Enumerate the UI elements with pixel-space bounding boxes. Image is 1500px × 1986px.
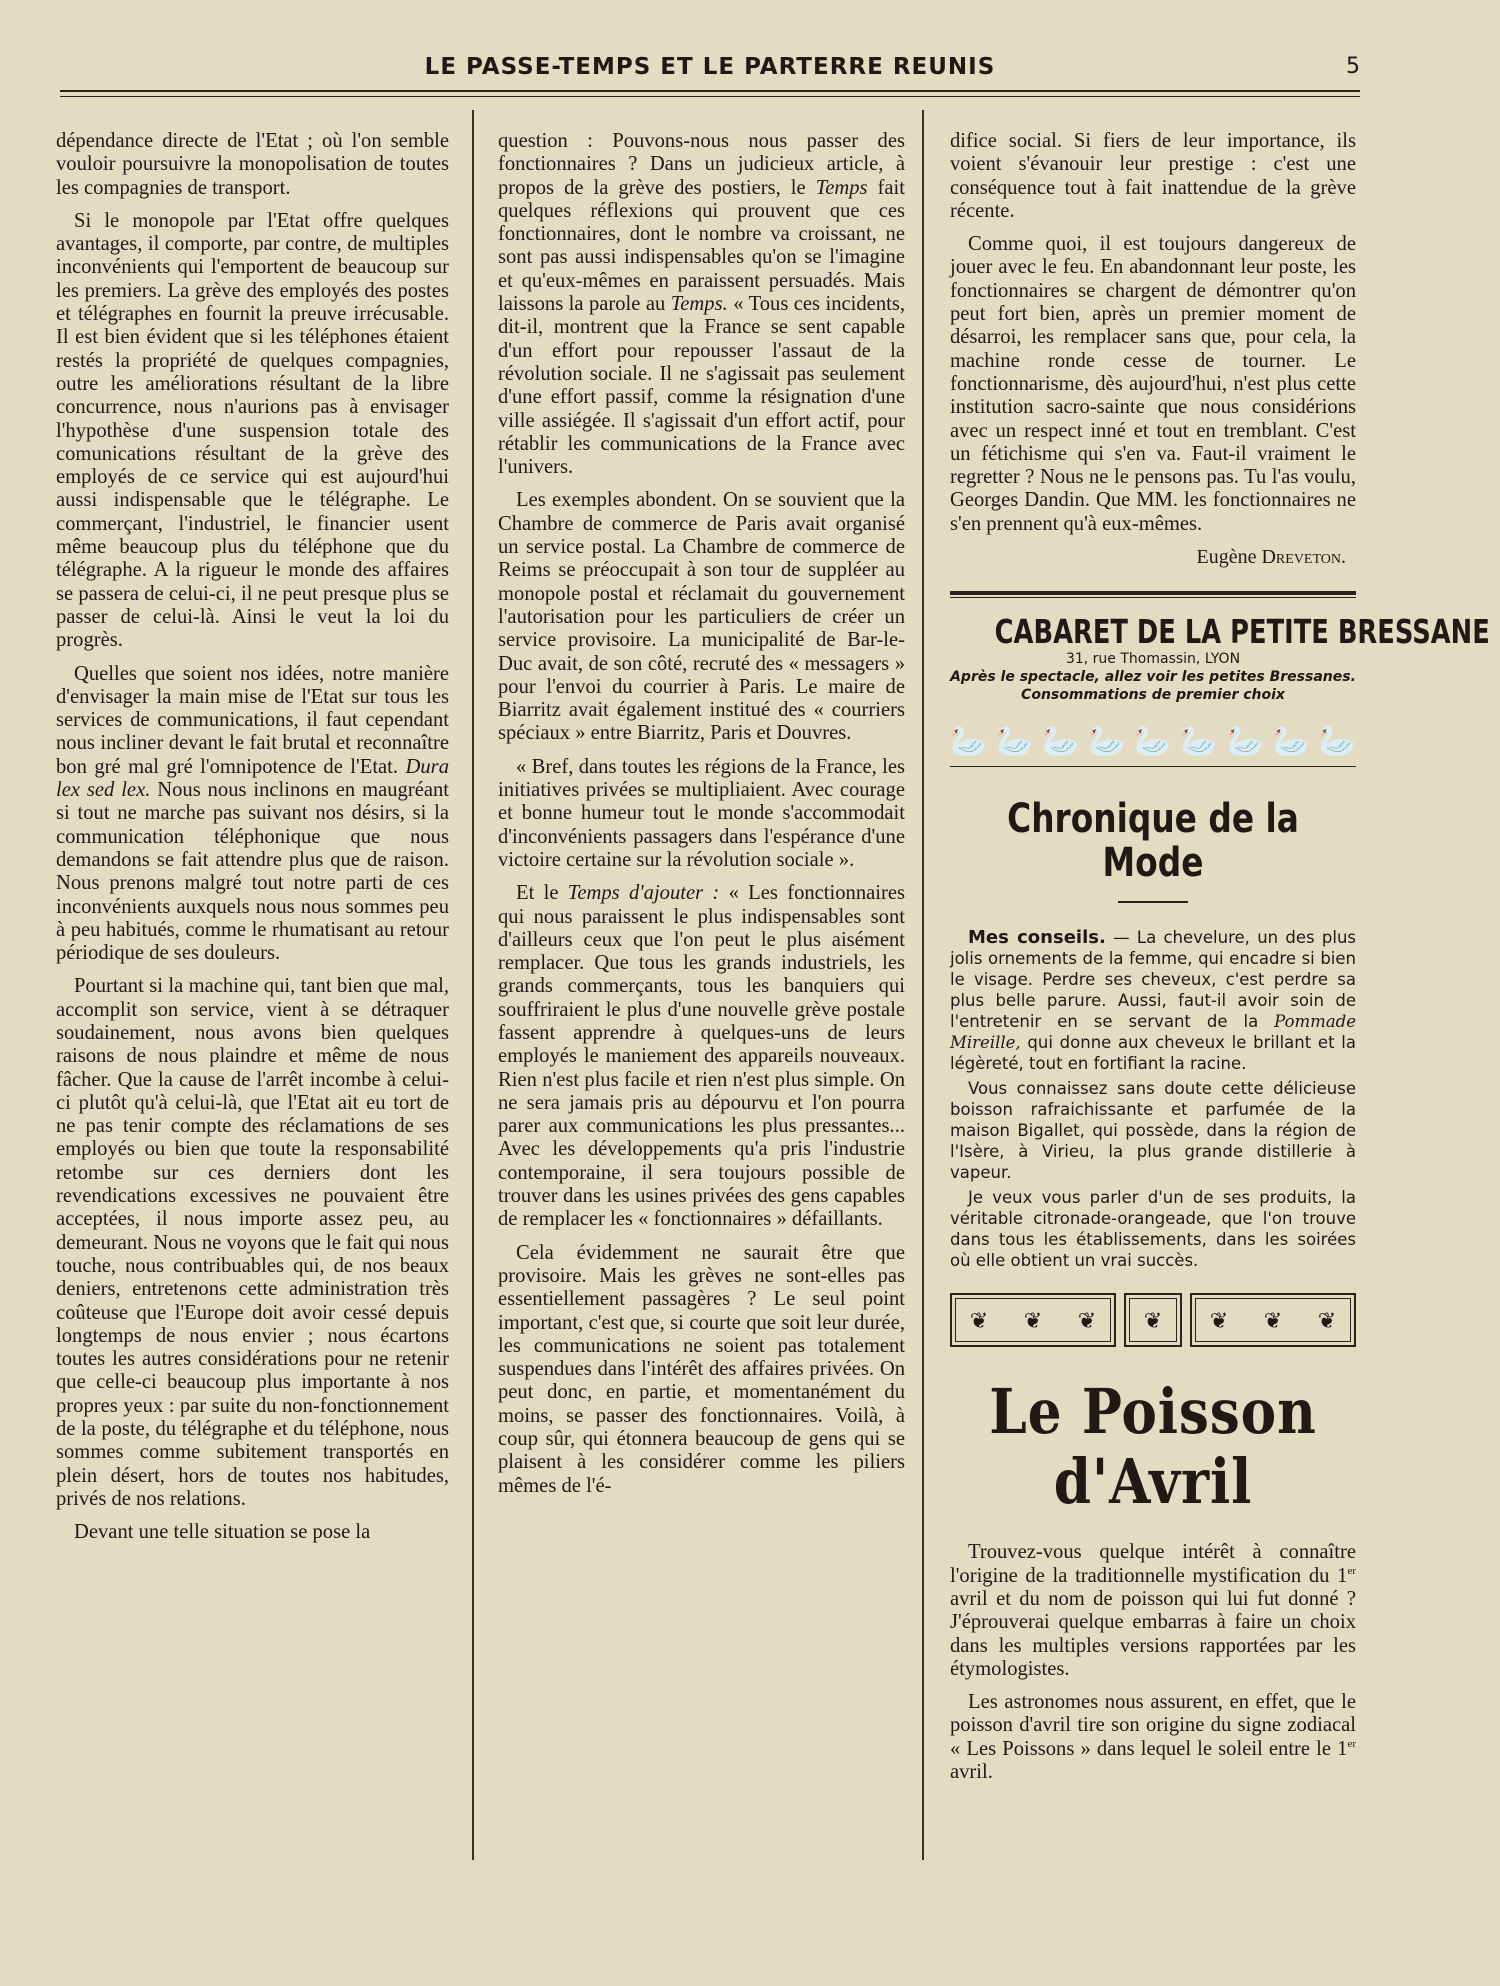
swan-ornament-icon: 🦢 bbox=[1180, 725, 1218, 759]
text-run: Quelles que soient nos idées, notre manière d'envisager la main mise de l'Etat sur tous les services de communications, il faut cependant nous incliner devant le fait brutal et reconnaître bon gré mal gré l'omnipotence de l'Etat. bbox=[56, 662, 449, 778]
paragraph bbox=[498, 130, 905, 479]
text-run: Nous nous inclinons en maugréant si tout ne marche pas suivant nos désirs, si la communication téléphonique que nous demandons se fait attendre plus que de raison. Nous prenons malgré tout notre parti de ces inconvénients auxquels nous nous sommes peu à peu habitués, comme le rhumatisant au retour périodique de ses douleurs. bbox=[56, 779, 450, 965]
latin-quote: Dura lex sed lex. bbox=[56, 755, 449, 802]
lead-in: Mes conseils. bbox=[968, 927, 1106, 949]
paragraph: Comme quoi, il est toujours dangereux de jouer avec le feu. En abandonnant leur poste, les fonctionnaires se chargent de démontrer qu'on peut fort bien, après un premier moment de désarroi, les remplacer sans que, pour cela, la machine ronde cesse de tourner. Le fonctionnarisme, dès aujourd'hui, n'est plus cette institution sacro-sainte que nous considérions avec un respect inné et tout en tremblant. C'est un fétichisme qui s'en va. Faut-il vraiment le regretter ? Nous ne le pensons pas. Tu l'as voulu, Georges Dandin. Que MM. les fonctionnaires ne s'en prennent qu'à eux-mêmes. bbox=[950, 233, 1356, 535]
newspaper-name: Temps. bbox=[670, 293, 728, 316]
paragraph bbox=[950, 1541, 1356, 1681]
decorative-frame bbox=[950, 1293, 1356, 1347]
paragraph: « Bref, dans toutes les régions de la France, les initiatives privées se multipliaient. Avec courage et bonne humeur tout le monde s'accommodait d'inconvénients passagers dans l'espérance d'une victoire certaine sur la révolution sociale ». bbox=[498, 755, 905, 871]
fleuron-icon: ❦ bbox=[1077, 1307, 1097, 1333]
ad-slogan: Consommations de premier choix bbox=[1021, 687, 1285, 704]
fleuron-icon: ❦ bbox=[1143, 1307, 1163, 1333]
fleuron-icon: ❦ bbox=[1317, 1307, 1337, 1333]
swan-ornament-icon: 🦢 bbox=[996, 725, 1034, 759]
frame-panel bbox=[950, 1293, 1116, 1347]
poisson-section-title: Le Poisson d'Avril bbox=[989, 1375, 1317, 1519]
running-head bbox=[60, 46, 1360, 86]
ad-rule bbox=[950, 597, 1356, 598]
author-last-name: Dreveton. bbox=[1261, 546, 1346, 569]
article-column-1 bbox=[56, 130, 449, 1555]
ornament-rule bbox=[950, 766, 1356, 767]
ad-rule bbox=[950, 591, 1356, 595]
text-run: Et le bbox=[516, 882, 568, 905]
text-run: Trouvez-vous quelque intérêt à connaître l'origine de la traditionnelle mystification du 1 bbox=[950, 1541, 1356, 1587]
text-run: fait quelques réflexions qui prouvent que ces fonctionnaires, dont le nombre va croissant, ne sont pas aussi indispensables qu'on se l'imagine et qu'eux-mêmes en paraissent persuadés. Mais laissons la parole au bbox=[498, 176, 905, 316]
text-run: — La chevelure, un des plus jolis ornements de la femme, qui encadre si bien le visage. Perdre ses cheveux, c'est perdre sa plus belle parure. Aussi, faut-il avoir soin de l'entretenir en se servant de la bbox=[950, 928, 1357, 1032]
text-run: question : Pouvons-nous nous passer des fonctionnaires ? Dans un judicieux article, à propos de la grève des postiers, le bbox=[498, 130, 905, 199]
frame-panel bbox=[1124, 1293, 1182, 1347]
ordinal-suffix: er bbox=[1347, 1564, 1356, 1577]
paragraph: Vous connaissez sans doute cette délicieuse boisson rafraichissante et parfumée de la maison Bigallet, qui possède, dans la région de l'Isère, à Virieu, la plus grande distillerie à vapeur. bbox=[950, 1079, 1356, 1183]
paragraph bbox=[950, 1691, 1356, 1784]
text-run: « Tous ces incidents, dit-il, montrent que la France se sent capable d'un effort pour repousser l'assaut de la révolution sociale. Il ne s'agissait pas seulement d'une effort passif, comme la résignation d'une ville assiégée. Il s'agissait d'un effort actif, pour rétablir les communications de la France avec l'univers. bbox=[498, 293, 905, 479]
frame-panel bbox=[1190, 1293, 1356, 1347]
paragraph: Cela évidemment ne saurait être que provisoire. Mais les grèves ne sont-elles pas essentiellement passagères ? Le seul point important, c'est que, si courte que soit leur durée, les communications ne soient pas totalement suspendues dans l'intérêt des affaires privées. On peut donc, en partie, et momentanément du moins, se passer des fonctionnaires. Voilà, à coup sûr, qui étonnera beaucoup de gens qui se plaisent à les considérer comme les piliers mêmes de l'é- bbox=[498, 1241, 905, 1497]
advertisement-cabaret bbox=[950, 591, 1490, 704]
header-rule bbox=[60, 90, 1360, 92]
article-column-3 bbox=[950, 130, 1490, 1794]
paragraph bbox=[498, 882, 905, 1231]
ad-title: CABARET DE LA PETITE BRESSANE bbox=[994, 612, 1490, 652]
text-run: Les astronomes nous assurent, en effet, que le poisson d'avril tire son origine du signe zodiacal « Les Poissons » dans lequel le soleil entre le 1 bbox=[950, 1691, 1356, 1760]
fashion-column-text bbox=[950, 927, 1356, 1271]
paragraph: Pourtant si la machine qui, tant bien que mal, accomplit son service, vient à se détraquer soudainement, nous avons bien quelques raisons de nous plaindre et même de nous fâcher. Que la cause de l'arrêt incombe à celui-ci plutôt qu'à celui-là, que l'Etat ait eu tort de ne pas tenir compte des réclamations de ses employés ou bien que toute la responsabilité retombe sur ces derniers dont les revendications excessives ne pouvaient être acceptées, il nous importe assez peu, au demeurant. Nous ne voyons que le fait qui nous touche, nous contribuables qui, de nos beaux deniers, entretenons cette administration très coûteuse que l'Europe doit avoir cessé depuis longtemps de nous envier ; nous écartons toutes les autres considérations pour ne retenir que celle-ci beaucoup plus importante à nos propres yeux : par suite du non-fonctionnement de la poste, du télégraphe et du téléphone, nous sommes comme subitement transportés en plein désert, hors de toutes nos habitudes, privés de nos relations. bbox=[56, 975, 449, 1510]
text-run: avril. bbox=[950, 1761, 993, 1784]
text-run: qui donne aux cheveux le brillant et la légèreté, tout en fortifiant la racine. bbox=[950, 1033, 1356, 1074]
fleuron-icon: ❦ bbox=[969, 1307, 989, 1333]
ad-slogan: Après le spectacle, allez voir les petites Bressanes. bbox=[950, 669, 1356, 686]
newspaper-name: Temps d'ajouter : bbox=[567, 882, 720, 905]
newspaper-name: Temps bbox=[815, 176, 868, 199]
paragraph: Je veux vous parler d'un de ses produits, la véritable citronade-orangeade, que l'on trouve dans tous les établissements, dans les soirées où elle obtient un vrai succès. bbox=[950, 1188, 1356, 1271]
paragraph: difice social. Si fiers de leur importance, ils voient s'évanouir leur prestige : c'est une conséquence tout à fait inattendue de la grève récente. bbox=[950, 130, 1356, 222]
fleuron-icon: ❦ bbox=[1023, 1307, 1043, 1333]
text-run: avril et du nom de poisson qui lui fut donné ? J'éprouverai quelque embarras à faire un choix dans les multiples versions rapportées par les étymologistes. bbox=[950, 1587, 1356, 1680]
fleuron-icon: ❦ bbox=[1209, 1307, 1229, 1333]
product-name: Pommade Mireille, bbox=[950, 1012, 1356, 1053]
publication-title: LE PASSE-TEMPS ET LE PARTERRE REUNIS bbox=[424, 54, 996, 80]
page-number: 5 bbox=[1346, 54, 1360, 79]
text-run: « Les fonctionnaires qui nous paraissent le plus indispensables sont d'ailleurs ceux que l'on peut le plus aisément remplacer. Que tous les grands industriels, les grands commerçants, tous les banquiers qui souffriraient le plus d'une nouvelle grève postale fassent apprendre à quelques-uns de leurs employés le maniement des appareils nouveaux. Rien n'est plus facile et rien n'est plus simple. On ne sera jamais pris au dépourvu et l'on pourra parer aux communications les plus pressantes... Avec les développements qu'a pris l'industrie contemporaine, il sera toujours possible de trouver dans les usines privées des gens capables de remplacer les « fonctionnaires » défaillants. bbox=[498, 882, 906, 1231]
paragraph: Devant une telle situation se pose la bbox=[74, 1521, 371, 1544]
swan-ornament-icon: 🦢 bbox=[1042, 725, 1080, 759]
swan-ornament-icon: 🦢 bbox=[1318, 725, 1356, 759]
swan-ornament-row bbox=[950, 724, 1356, 760]
swan-ornament-icon: 🦢 bbox=[1272, 725, 1310, 759]
swan-ornament-icon: 🦢 bbox=[1134, 725, 1172, 759]
ordinal-suffix: er bbox=[1347, 1737, 1356, 1750]
poisson-article-text bbox=[950, 1541, 1356, 1784]
paragraph: Si le monopole par l'Etat offre quelques avantages, il comporte, par contre, de multiples inconvénients qui l'emportent de beaucoup sur les premiers. La grève des employés des postes et télégraphes en fournit la preuve irrécusable. Il est bien évident que si les téléphones étaient restés la propriété de quelques compagnies, outre les améliorations résultant de la libre concurrence, nous n'aurions pas à envisager l'hypothèse d'une suspension totale des comunications résultant de la grève des employés de ce service qui est aujourd'hui aussi indispensable que le télégraphe. Le commerçant, l'industriel, le financier usent même beaucoup plus du téléphone que du télégraphe. A la rigueur le monde des affaires se passera de celui-ci, il ne peut presque plus se passer de celui-là. Ainsi le veut la loi du progrès. bbox=[56, 209, 449, 652]
fleuron-icon: ❦ bbox=[1263, 1307, 1283, 1333]
article-column-2 bbox=[498, 130, 905, 1508]
paragraph bbox=[56, 663, 449, 966]
column-divider bbox=[472, 110, 474, 1860]
fashion-section-title: Chronique de la Mode bbox=[1007, 796, 1299, 887]
author-signature bbox=[950, 546, 1346, 569]
swan-ornament-icon: 🦢 bbox=[1088, 725, 1126, 759]
paragraph bbox=[950, 927, 1356, 1074]
header-rule-thin bbox=[60, 96, 1360, 97]
paragraph: dépendance directe de l'Etat ; où l'on semble vouloir poursuivre la monopolisation de toutes les compagnies de transport. bbox=[56, 130, 449, 199]
swan-ornament-icon: 🦢 bbox=[950, 725, 988, 759]
title-rule bbox=[1118, 901, 1188, 903]
column-divider bbox=[922, 110, 924, 1860]
swan-ornament-icon: 🦢 bbox=[1226, 725, 1264, 759]
paragraph: Les exemples abondent. On se souvient que la Chambre de commerce de Paris avait organisé un service postal. La Chambre de commerce de Reims se préoccupait à son tour de suppléer au monopole postal et réclamait du gouvernement l'autorisation pour les particuliers de créer un service provisoire. La municipalité de Bar-le-Duc avait, de son côté, recruté des « messagers » pour l'envoi du courrier à Paris. Le maire de Biarritz avait également institué des « courriers spéciaux » entre Biarritz, Paris et Douvres. bbox=[498, 489, 905, 745]
ad-address: 31, rue Thomassin, LYON bbox=[1065, 651, 1241, 668]
author-first-name: Eugène bbox=[1196, 546, 1262, 569]
